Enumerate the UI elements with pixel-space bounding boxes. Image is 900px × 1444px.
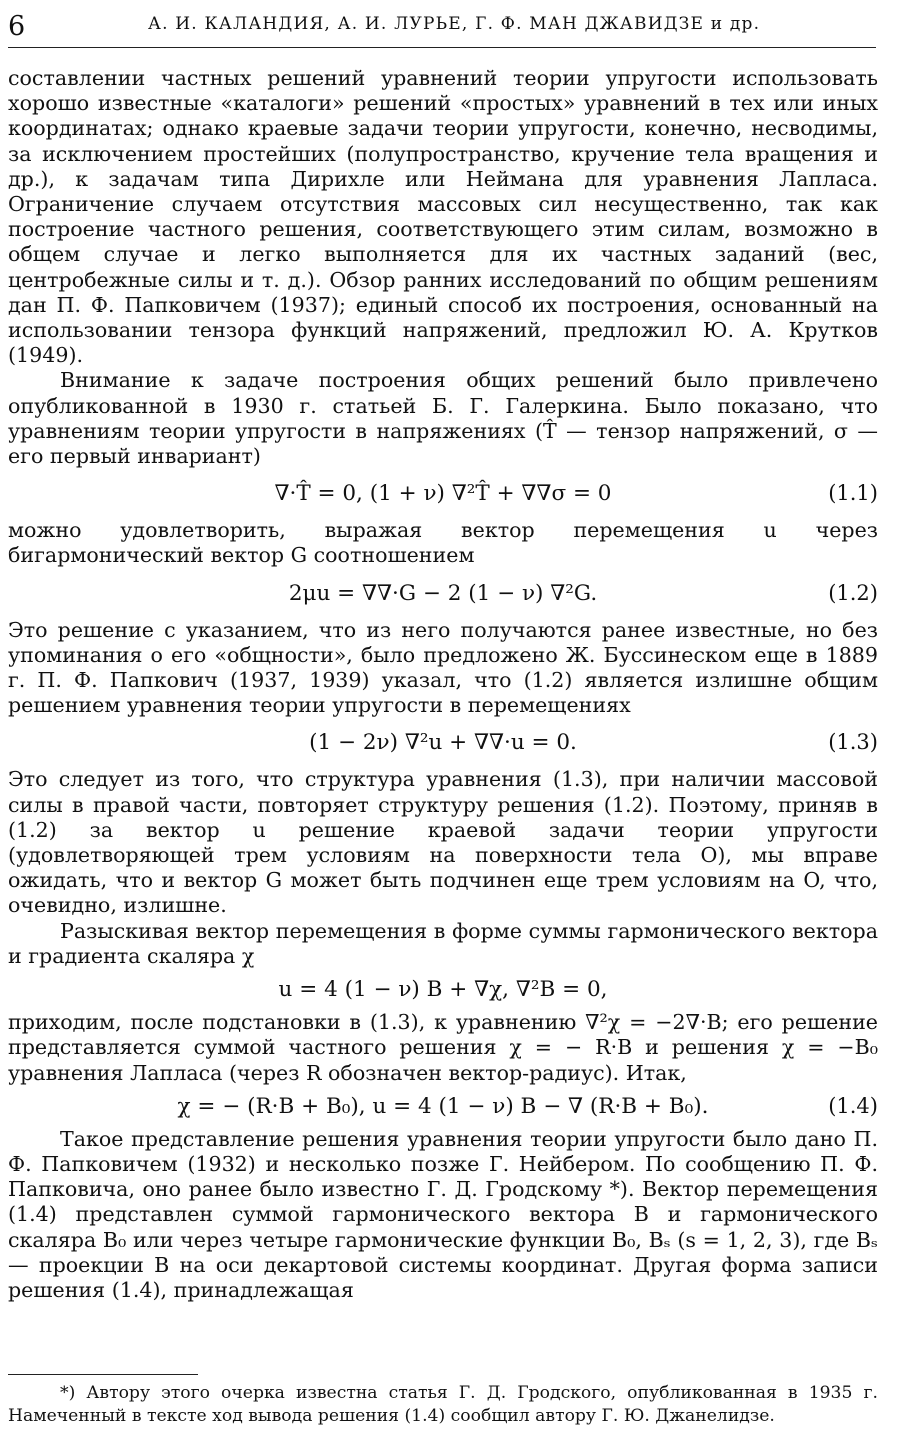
paragraph: Это решение с указанием, что из него получаются ранее известные, но без упоминания о его «общности», было предложено Ж. Буссинеском еще в 1889 г. П. Ф. Папкович (1937, 1939) указал, что (1.2) является излишне общим решением уравнения теории упругости в перемещениях: [8, 617, 878, 718]
paragraph: Такое представление решения уравнения теории упругости было дано П. Ф. Папковичем (1932) и несколько позже Г. Нейбером. По сообщению П. Ф. Папковича, оно ранее было известно Г. Д. Гродскому *). Вектор перемещения (1.4) представлен суммой гармонического вектора B и гармонического скаляра B₀ или через четыре гармонические функции B₀, Bₛ (s = 1, 2, 3), где Bₛ — проекции B на оси декартовой системы координат. Другая форма записи решения (1.4), принадлежащая: [8, 1126, 878, 1302]
equation-1-2: [8, 569, 878, 618]
footnote: *) Автору этого очерка известна статья Г. Д. Гродского, опубликованная в 1935 г. Намеченный в тексте ход вывода решения (1.4) сообщил автору Г. Ю. Джанелидзе.: [8, 1383, 878, 1426]
paragraph: Это следует из того, что структура уравнения (1.3), при наличии массовой силы в правой части, повторяет структуру решения (1.2). Поэтому, приняв в (1.2) за вектор u решение краевой задачи теории упругости (удовлетворяющей трем условиям на поверхности тела O), мы вправе ожидать, что и вектор G может быть подчинен еще трем условиям на O, что, очевидно, излишне.: [8, 767, 878, 918]
paragraph: составлении частных решений уравнений теории упругости использовать хорошо известные «каталоги» решений «простых» уравнений в тех или иных координатах; однако краевые задачи теории упругости, конечно, несводимы, за исключением простейших (полупространство, кручение тела вращения и др.), к задачам типа Дирихле или Неймана для уравнения Лапласа. Ограничение случаем отсутствия массовых сил несущественно, так как построение частного решения, соответствующего этим силам, возможно в общем случае и легко выполняется для их частных заданий (вес, центробежные силы и т. д.). Обзор ранних исследований по общим решениям дан П. Ф. Папковичем (1937); единый способ их построения, основанный на использовании тензора функций напряжений, предложил Ю. А. Крутков (1949).: [8, 66, 878, 368]
equation-expression: χ = − (R·B + B₀), u = 4 (1 − ν) B − ∇ (R·B + B₀).: [177, 1093, 709, 1119]
equation-number: (1.4): [828, 1093, 878, 1118]
paragraph: Внимание к задаче построения общих решений было привлечено опубликованной в 1930 г. статьей Б. Г. Галеркина. Было показано, что уравнениям теории упругости в напряжениях (T̂ — тензор напряжений, σ — его первый инвариант): [8, 368, 878, 469]
paragraph: Разыскивая вектор перемещения в форме суммы гармонического вектора и градиента скаляра χ: [8, 918, 878, 968]
paragraph: приходим, после подстановки в (1.3), к уравнению ∇²χ = −2∇·B; его решение представляется суммой частного решения χ = − R·B и решения χ = −B₀ уравнения Лапласа (через R обозначен вектор-радиус). Итак,: [8, 1010, 878, 1085]
equation-expression: ∇·T̂ = 0, (1 + ν) ∇²T̂ + ∇∇σ = 0: [274, 481, 612, 507]
equation-unnumbered: [8, 969, 878, 1010]
paragraph: можно удовлетворить, выражая вектор перемещения u через бигармонический вектор G соотношением: [8, 518, 878, 568]
equation-1-4: [8, 1086, 878, 1127]
equation-1-1: [8, 469, 878, 518]
equation-expression: u = 4 (1 − ν) B + ∇χ, ∇²B = 0,: [278, 976, 608, 1002]
equation-1-3: [8, 718, 878, 767]
main-text: [8, 66, 878, 1303]
footnote-rule: [8, 1374, 198, 1375]
header-rule: [8, 47, 876, 48]
equation-expression: (1 − 2ν) ∇²u + ∇∇·u = 0.: [309, 730, 577, 756]
page-header: [8, 10, 878, 44]
equation-number: (1.3): [828, 730, 878, 755]
page-number: 6: [8, 11, 26, 42]
equation-expression: 2μu = ∇∇·G − 2 (1 − ν) ∇²G.: [288, 580, 598, 606]
equation-number: (1.2): [828, 580, 878, 605]
equation-number: (1.1): [828, 481, 878, 506]
running-head: А. И. КАЛАНДИЯ, А. И. ЛУРЬЕ, Г. Ф. МАН ДЖАВИДЗЕ и др.: [148, 14, 761, 34]
